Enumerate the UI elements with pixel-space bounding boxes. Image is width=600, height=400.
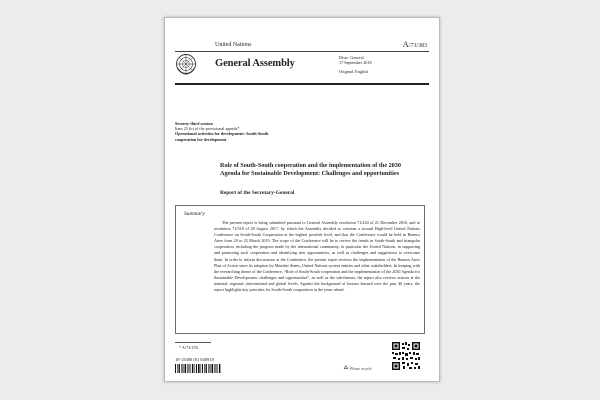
original-language: Original: English: [339, 69, 368, 74]
session-line-1: Seventy-third session: [175, 121, 213, 126]
summary-box: [175, 205, 425, 334]
distribution: Distr.: General: [339, 55, 364, 60]
assembly-name: General Assembly: [215, 58, 295, 69]
document-page: [164, 17, 440, 382]
footnote: * A/73/150.: [179, 345, 199, 350]
header-rule-top: [175, 51, 429, 52]
footnote-rule: [175, 342, 211, 343]
session-line-2: Item 25 (b) of the provisional agenda*: [175, 126, 240, 132]
header-rule-thick: [175, 83, 429, 85]
session-info: [175, 121, 325, 142]
document-date: 17 September 2018: [339, 60, 372, 65]
report-by: Report of the Secretary-General: [220, 190, 295, 196]
symbol-suffix: /73/383: [408, 43, 427, 49]
job-number: 18-15400 (E) 040918: [175, 357, 214, 362]
qr-code-icon: [391, 341, 421, 371]
summary-label: Summary: [184, 211, 205, 217]
symbol-letter: A: [402, 40, 409, 49]
barcode-icon: [175, 364, 221, 373]
org-name: United Nations: [215, 42, 252, 48]
document-symbol: [403, 40, 427, 49]
session-line-4: cooperation for development: [175, 136, 227, 142]
recycle-text: Please recycle: [350, 367, 372, 371]
session-line-3: Operational activities for development: South-South: [175, 131, 269, 137]
un-emblem-icon: [175, 53, 197, 75]
report-title: Role of South-South cooperation and the implementation of the 2030 Agenda for Sustainable Development: Challenges and opportunities: [220, 162, 401, 177]
summary-text: The present report is being submitted pursuant to General Assembly resolution 71/244 of 21 December 2016, and to resolution 71/318 of 28 August 2017, by which the Assembly decided to convene a second High-level United Nations Conference on South-South Cooperation at the highest possible level, and that the Conference would be held in Buenos Aires from 20 to 22 March 2019. The scope of the Conference will be to review the trends in South-South and triangular cooperation, including the progress made by the international community, in particular the United Nations, in supporting and promoting such cooperation and identifying new opportunities, as well as challenges and suggestions to overcome them. In order to inform discussions at the Conference, the present report reviews the implementation of the Buenos Aires Plan of Action since its adoption by Member States, United Nations system entities and other stakeholders. In keeping with the overarching theme of the Conference, “Role of South-South cooperation and the implementation of the 2030 Agenda for Sustainable Development: challenges and opportunities”, as well as the sub-themes, the report also reviews actions at the national, regional, international and global levels. Against the background of lessons learned over the past 40 years, the report highlights key priorities for South-South cooperation in the years ahead.: [214, 220, 420, 293]
recycle-icon: [343, 365, 349, 371]
